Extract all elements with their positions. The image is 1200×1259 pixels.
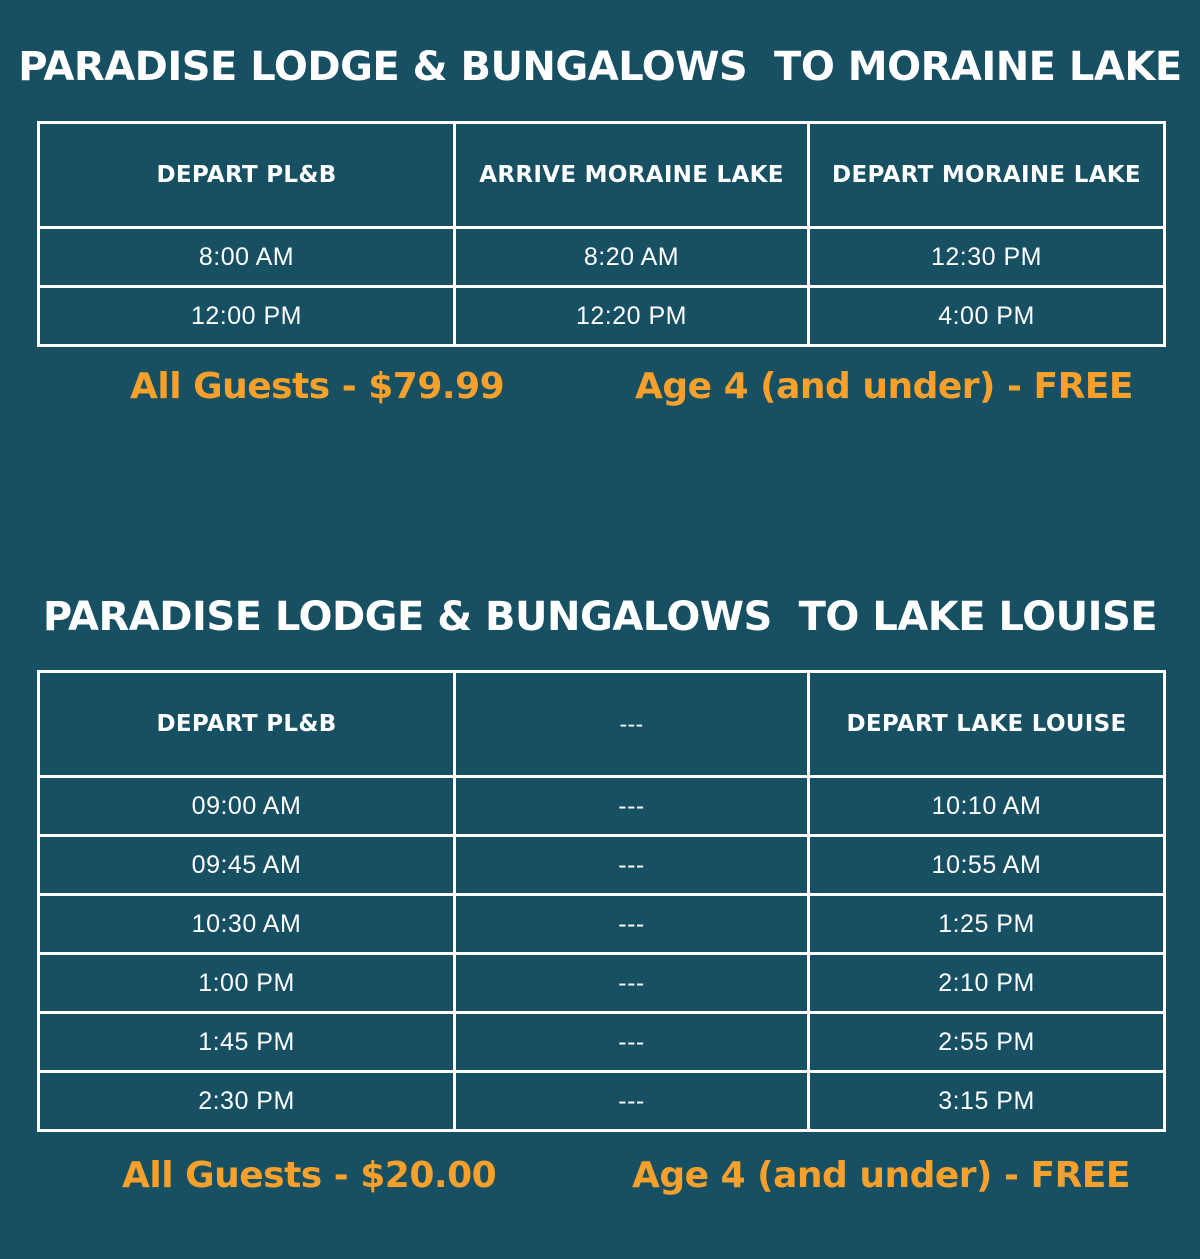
lake-louise-price-children: Age 4 (and under) - FREE: [632, 1155, 1130, 1196]
table-cell: ---: [455, 777, 809, 836]
column-header-arrive-moraine-lake: ARRIVE MORAINE LAKE: [455, 123, 809, 228]
table-cell: 12:30 PM: [809, 228, 1165, 287]
lake-louise-price-all-guests: All Guests - $20.00: [122, 1155, 497, 1196]
table-header-row: [39, 123, 1165, 228]
column-header-depart-moraine-lake: DEPART MORAINE LAKE: [809, 123, 1165, 228]
table-row: [39, 228, 1165, 287]
table-cell: ---: [455, 895, 809, 954]
column-header-depart-lake-louise: DEPART LAKE LOUISE: [809, 672, 1165, 777]
table-cell: 1:45 PM: [39, 1013, 455, 1072]
table-cell: 8:00 AM: [39, 228, 455, 287]
table-cell: 10:30 AM: [39, 895, 455, 954]
table-cell: 2:55 PM: [809, 1013, 1165, 1072]
moraine-lake-price-all-guests: All Guests - $79.99: [130, 366, 505, 407]
table-cell: 09:45 AM: [39, 836, 455, 895]
table-cell: 10:10 AM: [809, 777, 1165, 836]
table-cell: 4:00 PM: [809, 287, 1165, 346]
table-cell: 12:20 PM: [455, 287, 809, 346]
table-cell: 8:20 AM: [455, 228, 809, 287]
table-cell: 09:00 AM: [39, 777, 455, 836]
moraine-lake-price-children: Age 4 (and under) - FREE: [635, 366, 1133, 407]
table-cell: 10:55 AM: [809, 836, 1165, 895]
table-cell: 1:25 PM: [809, 895, 1165, 954]
table-row: [39, 836, 1165, 895]
table-row: [39, 287, 1165, 346]
table-row: [39, 895, 1165, 954]
lake-louise-schedule-table: [37, 670, 1166, 1132]
table-cell: 3:15 PM: [809, 1072, 1165, 1131]
table-row: [39, 777, 1165, 836]
table-cell: ---: [455, 836, 809, 895]
moraine-lake-schedule-table: [37, 121, 1166, 347]
column-header-depart-plb: DEPART PL&B: [39, 672, 455, 777]
table-cell: ---: [455, 1013, 809, 1072]
moraine-lake-title: PARADISE LODGE & BUNGALOWS TO MORAINE LAKE: [18, 44, 1182, 90]
table-row: [39, 954, 1165, 1013]
column-header-empty: ---: [455, 672, 809, 777]
table-row: [39, 1072, 1165, 1131]
table-cell: ---: [455, 954, 809, 1013]
table-cell: 2:10 PM: [809, 954, 1165, 1013]
table-header-row: [39, 672, 1165, 777]
lake-louise-title: PARADISE LODGE & BUNGALOWS TO LAKE LOUISE: [42, 594, 1158, 640]
table-cell: ---: [455, 1072, 809, 1131]
table-cell: 2:30 PM: [39, 1072, 455, 1131]
table-cell: 12:00 PM: [39, 287, 455, 346]
table-row: [39, 1013, 1165, 1072]
column-header-depart-plb: DEPART PL&B: [39, 123, 455, 228]
table-cell: 1:00 PM: [39, 954, 455, 1013]
